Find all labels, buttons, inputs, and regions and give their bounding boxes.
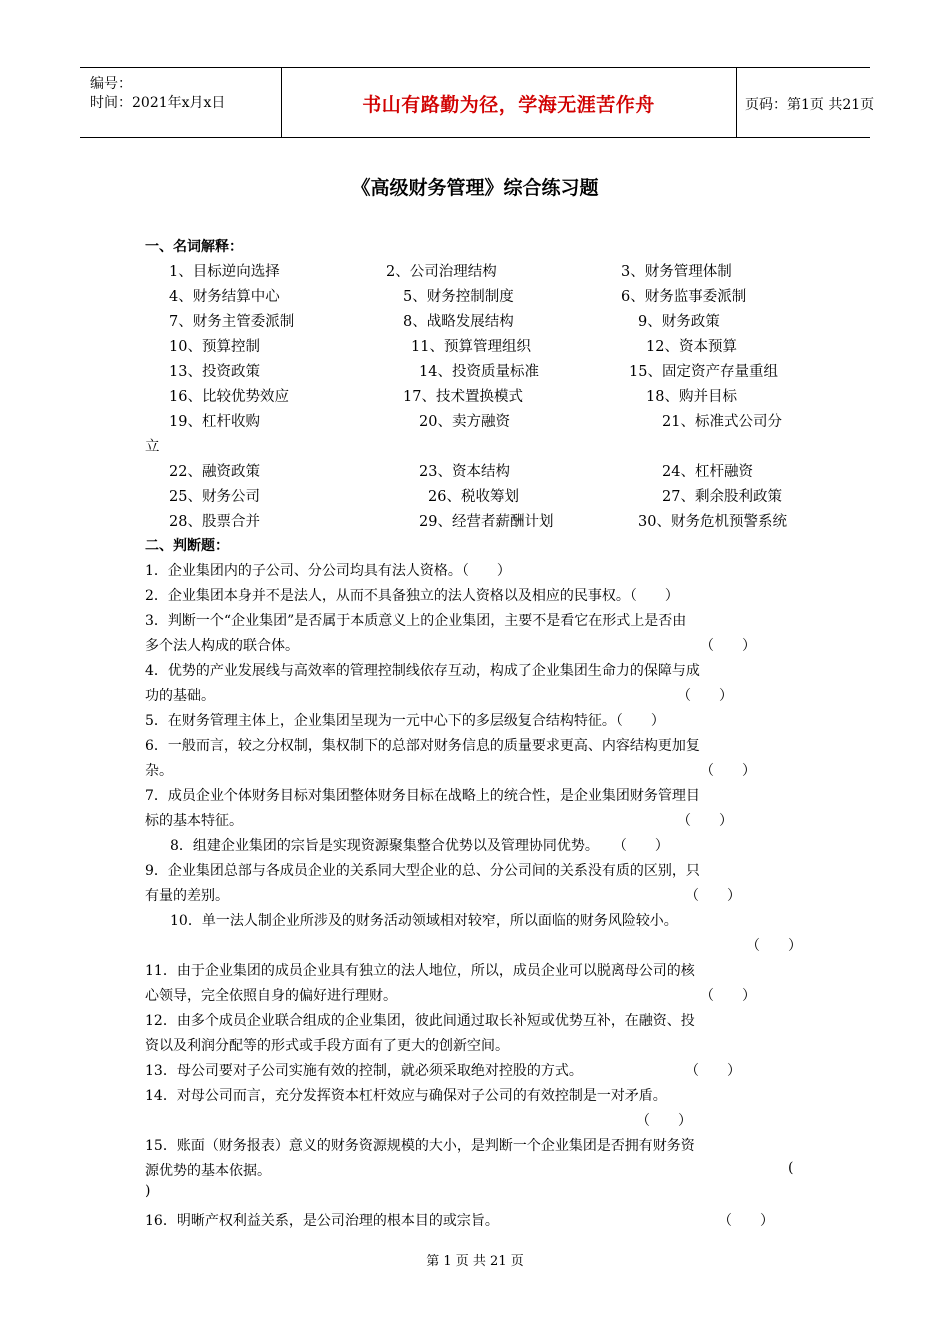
term-item: 12、资本预算 xyxy=(646,339,737,355)
question-line: 心领导，完全依照自身的偏好进行理财。 xyxy=(145,988,397,1004)
header-page-cell xyxy=(737,68,875,137)
question-line: 有量的差别。 xyxy=(145,888,229,904)
header-page-info: 页码：第1页 共21页 xyxy=(745,97,875,113)
term-item: 16、比较优势效应 xyxy=(169,389,289,405)
page-footer: 第 1 页 共 21 页 xyxy=(426,1254,524,1269)
question-line: 资以及利润分配等的形式或手段方面有了更大的创新空间。 xyxy=(145,1038,509,1054)
question-line: 13．母公司要对子公司实施有效的控制，就必须采取绝对控股的方式。 xyxy=(145,1063,583,1079)
term-item: 4、财务结算中心 xyxy=(169,289,280,305)
term-item: 1、目标逆向选择 xyxy=(169,264,280,280)
question-line: 12．由多个成员企业联合组成的企业集团，彼此间通过取长补短或优势互补，在融资、投 xyxy=(145,1013,695,1029)
term-item: 3、财务管理体制 xyxy=(621,264,732,280)
term-item: 21、标准式公司分 xyxy=(662,414,782,430)
answer-blank: （ ） xyxy=(636,1113,692,1129)
section-heading-judgment: 二、判断题： xyxy=(145,538,229,554)
term-item: 17、技术置换模式 xyxy=(403,389,523,405)
document-date: 时间：2021年x月x日 xyxy=(90,95,226,111)
question-line: 14．对母公司而言，充分发挥资本杠杆效应与确保对子公司的有效控制是一对矛盾。 xyxy=(145,1088,667,1104)
term-item: 19、杠杆收购 xyxy=(169,414,260,430)
question-line: ) xyxy=(145,1183,151,1199)
term-item-continuation: 立 xyxy=(145,439,160,455)
term-item: 25、财务公司 xyxy=(169,489,260,505)
question-line: 10．单一法人制企业所涉及的财务活动领域相对较窄，所以面临的财务风险较小。 xyxy=(170,913,678,929)
term-item: 23、资本结构 xyxy=(419,464,510,480)
term-item: 2、公司治理结构 xyxy=(386,264,497,280)
term-item: 24、杠杆融资 xyxy=(662,464,753,480)
answer-blank: （ ） xyxy=(700,988,756,1004)
question-line: 杂。 xyxy=(145,763,173,779)
term-item: 15、固定资产存量重组 xyxy=(629,364,778,380)
term-item: 10、预算控制 xyxy=(169,339,260,355)
question-line: 7．成员企业个体财务目标对集团整体财务目标在战略上的统合性，是企业集团财务管理目 xyxy=(145,788,700,804)
term-item: 11、预算管理组织 xyxy=(411,339,531,355)
term-item: 5、财务控制制度 xyxy=(403,289,514,305)
answer-blank: （ ） xyxy=(700,763,756,779)
term-item: 8、战略发展结构 xyxy=(403,314,514,330)
question-line: 16．明晰产权利益关系，是公司治理的根本目的或宗旨。 xyxy=(145,1213,499,1229)
document-title: 《高级财务管理》综合练习题 xyxy=(351,177,599,199)
question-line: 9．企业集团总部与各成员企业的关系同大型企业的总、分公司间的关系没有质的区别，只 xyxy=(145,863,700,879)
term-item: 30、财务危机预警系统 xyxy=(638,514,787,530)
term-item: 6、财务监事委派制 xyxy=(621,289,747,305)
term-item: 13、投资政策 xyxy=(169,364,260,380)
term-item: 7、财务主管委派制 xyxy=(169,314,295,330)
section-heading-terms: 一、名词解释： xyxy=(145,239,243,255)
term-item: 26、税收筹划 xyxy=(428,489,519,505)
question-line: 源优势的基本依据。 xyxy=(145,1163,271,1179)
question-line: 6．一般而言，较之分权制，集权制下的总部对财务信息的质量要求更高、内容结构更加复 xyxy=(145,738,700,754)
question-line: 5．在财务管理主体上，企业集团呈现为一元中心下的多层级复合结构特征。（ ） xyxy=(145,713,665,729)
term-item: 22、融资政策 xyxy=(169,464,260,480)
answer-blank: （ ） xyxy=(685,1063,741,1079)
question-line: 2．企业集团本身并不是法人，从而不具备独立的法人资格以及相应的民事权。（ ） xyxy=(145,588,679,604)
header-motto: 书山有路勤为径，学海无涯苦作舟 xyxy=(362,94,655,116)
header-motto-cell xyxy=(281,68,737,137)
term-item: 28、股票合并 xyxy=(169,514,260,530)
header-left-cell xyxy=(80,68,282,137)
term-item: 9、财务政策 xyxy=(638,314,720,330)
question-line: 标的基本特征。 xyxy=(145,813,243,829)
document-number-label: 编号： xyxy=(90,76,132,92)
term-item: 18、购并目标 xyxy=(646,389,737,405)
question-line: 1．企业集团内的子公司、分公司均具有法人资格。（ ） xyxy=(145,563,511,579)
term-item: 20、卖方融资 xyxy=(419,414,510,430)
question-line: 3．判断一个“企业集团”是否属于本质意义上的企业集团，主要不是看它在形式上是否由 xyxy=(145,613,687,629)
document-header xyxy=(80,67,875,138)
answer-blank: （ ） xyxy=(685,888,741,904)
question-line: 4．优势的产业发展线与高效率的管理控制线依存互动，构成了企业集团生命力的保障与成 xyxy=(145,663,700,679)
term-item: 27、剩余股利政策 xyxy=(662,489,782,505)
answer-open-paren: ( xyxy=(788,1160,794,1176)
answer-blank: （ ） xyxy=(677,688,733,704)
question-line: 8．组建企业集团的宗旨是实现资源聚集整合优势以及管理协同优势。 （ ） xyxy=(170,838,669,854)
question-line: 15．账面（财务报表）意义的财务资源规模的大小，是判断一个企业集团是否拥有财务资 xyxy=(145,1138,695,1154)
answer-blank: （ ） xyxy=(718,1213,774,1229)
term-item: 29、经营者薪酬计划 xyxy=(419,514,554,530)
answer-blank: （ ） xyxy=(746,938,802,954)
answer-blank: （ ） xyxy=(700,638,756,654)
answer-blank: （ ） xyxy=(677,813,733,829)
question-line: 多个法人构成的联合体。 xyxy=(145,638,299,654)
question-line: 功的基础。 xyxy=(145,688,215,704)
question-line: 11．由于企业集团的成员企业具有独立的法人地位，所以，成员企业可以脱离母公司的核 xyxy=(145,963,695,979)
term-item: 14、投资质量标准 xyxy=(419,364,539,380)
